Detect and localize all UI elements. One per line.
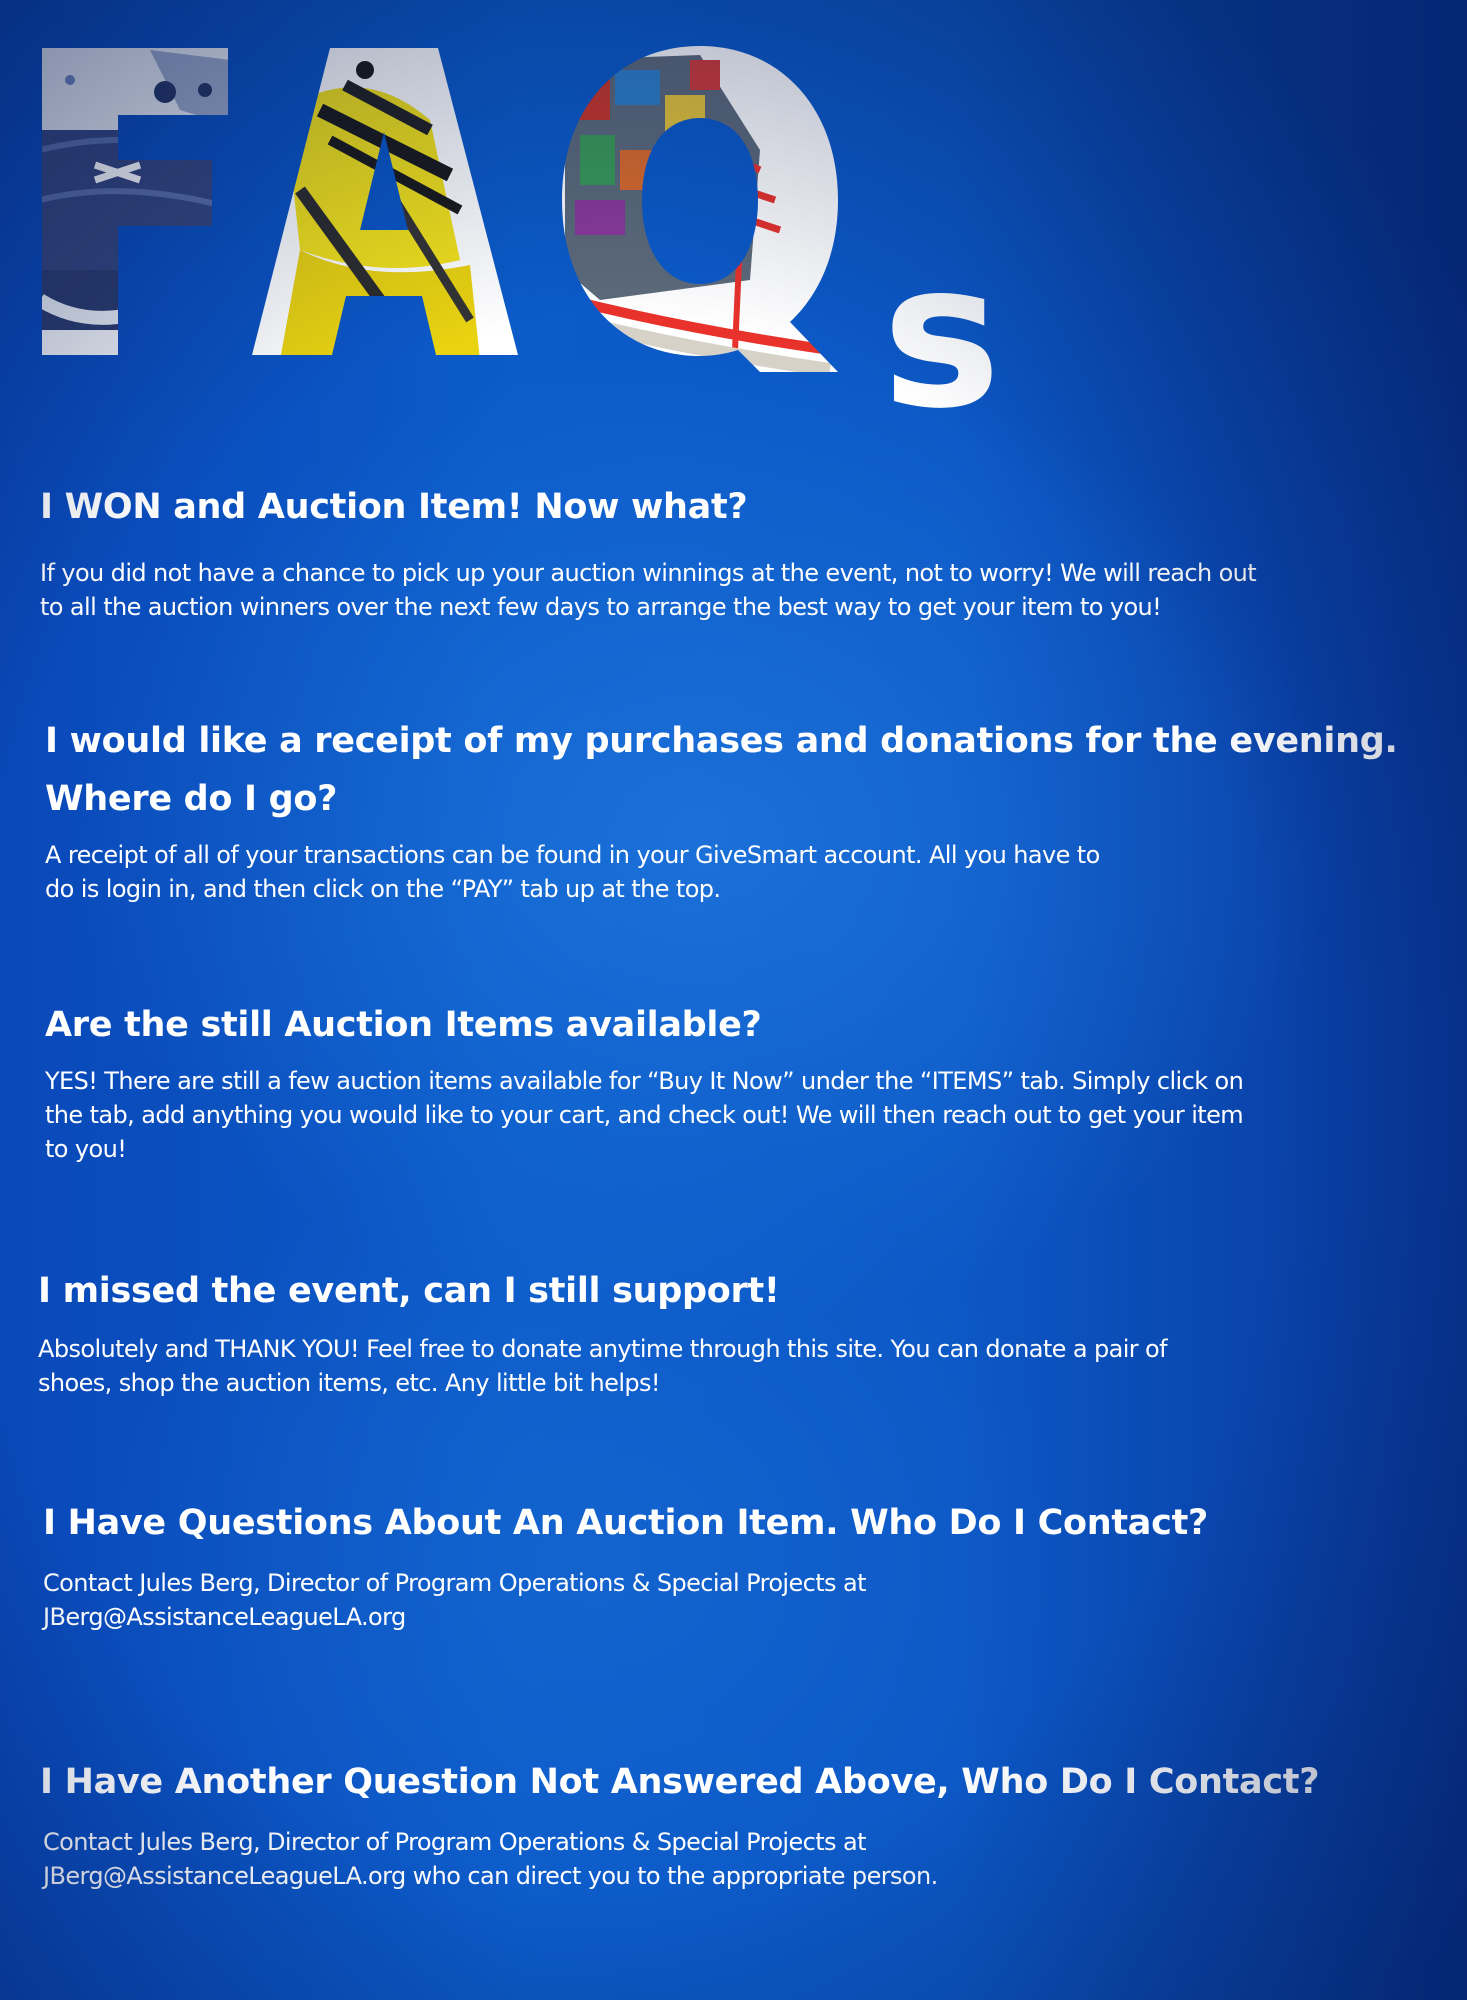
faq-question: I Have Questions About An Auction Item. Who Do I Contact? <box>43 1503 1209 1543</box>
faq-answer-line: Contact Jules Berg, Director of Program Operations & Special Projects at <box>43 1828 866 1856</box>
faq-answer-line: to all the auction winners over the next few days to arrange the best way to get your item to you! <box>40 593 1162 621</box>
faq-answer-line: shoes, shop the auction items, etc. Any little bit helps! <box>38 1369 660 1397</box>
faq-question: Where do I go? <box>45 779 338 819</box>
faq-question: I missed the event, can I still support! <box>38 1271 780 1311</box>
title-letter-q <box>562 46 838 372</box>
faq-question: I WON and Auction Item! Now what? <box>40 487 748 527</box>
faqs-title <box>0 0 1467 420</box>
faq-item-other-question <box>0 1753 1467 1893</box>
faq-answer-line: JBerg@AssistanceLeagueLA.org who can direct you to the appropriate person. <box>43 1862 938 1890</box>
faq-answer-line: YES! There are still a few auction items available for “Buy It Now” under the “ITEMS” tab. Simply click on <box>45 1067 1244 1095</box>
faq-item-auction-questions <box>0 1494 1467 1634</box>
faq-answer-line: Contact Jules Berg, Director of Program Operations & Special Projects at <box>43 1569 866 1597</box>
faq-answer-line: If you did not have a chance to pick up your auction winnings at the event, not to worry! We will reach out <box>40 559 1257 587</box>
faq-item-items-available <box>0 996 1467 1166</box>
faq-question: Are the still Auction Items available? <box>45 1005 762 1045</box>
faq-item-missed-event <box>0 1262 1467 1400</box>
faq-question: I would like a receipt of my purchases and donations for the evening. <box>45 721 1398 761</box>
faq-answer-line: Absolutely and THANK YOU! Feel free to donate anytime through this site. You can donate a pair of <box>38 1335 1167 1363</box>
faq-answer-line: JBerg@AssistanceLeagueLA.org <box>43 1603 406 1631</box>
faq-item-won-auction <box>0 478 1467 624</box>
title-letter-a <box>252 48 518 355</box>
title-letter-s: s <box>882 220 1002 420</box>
faq-answer-line: A receipt of all of your transactions can be found in your GiveSmart account. All you have to <box>45 841 1100 869</box>
faq-question: I Have Another Question Not Answered Above, Who Do I Contact? <box>40 1762 1320 1802</box>
faq-answer-line: do is login in, and then click on the “PAY” tab up at the top. <box>45 875 721 903</box>
faq-item-receipt <box>0 712 1467 906</box>
title-letter-f <box>42 48 228 355</box>
faq-answer-line: to you! <box>45 1135 127 1163</box>
faq-answer-line: the tab, add anything you would like to your cart, and check out! We will then reach out to get your item <box>45 1101 1244 1129</box>
